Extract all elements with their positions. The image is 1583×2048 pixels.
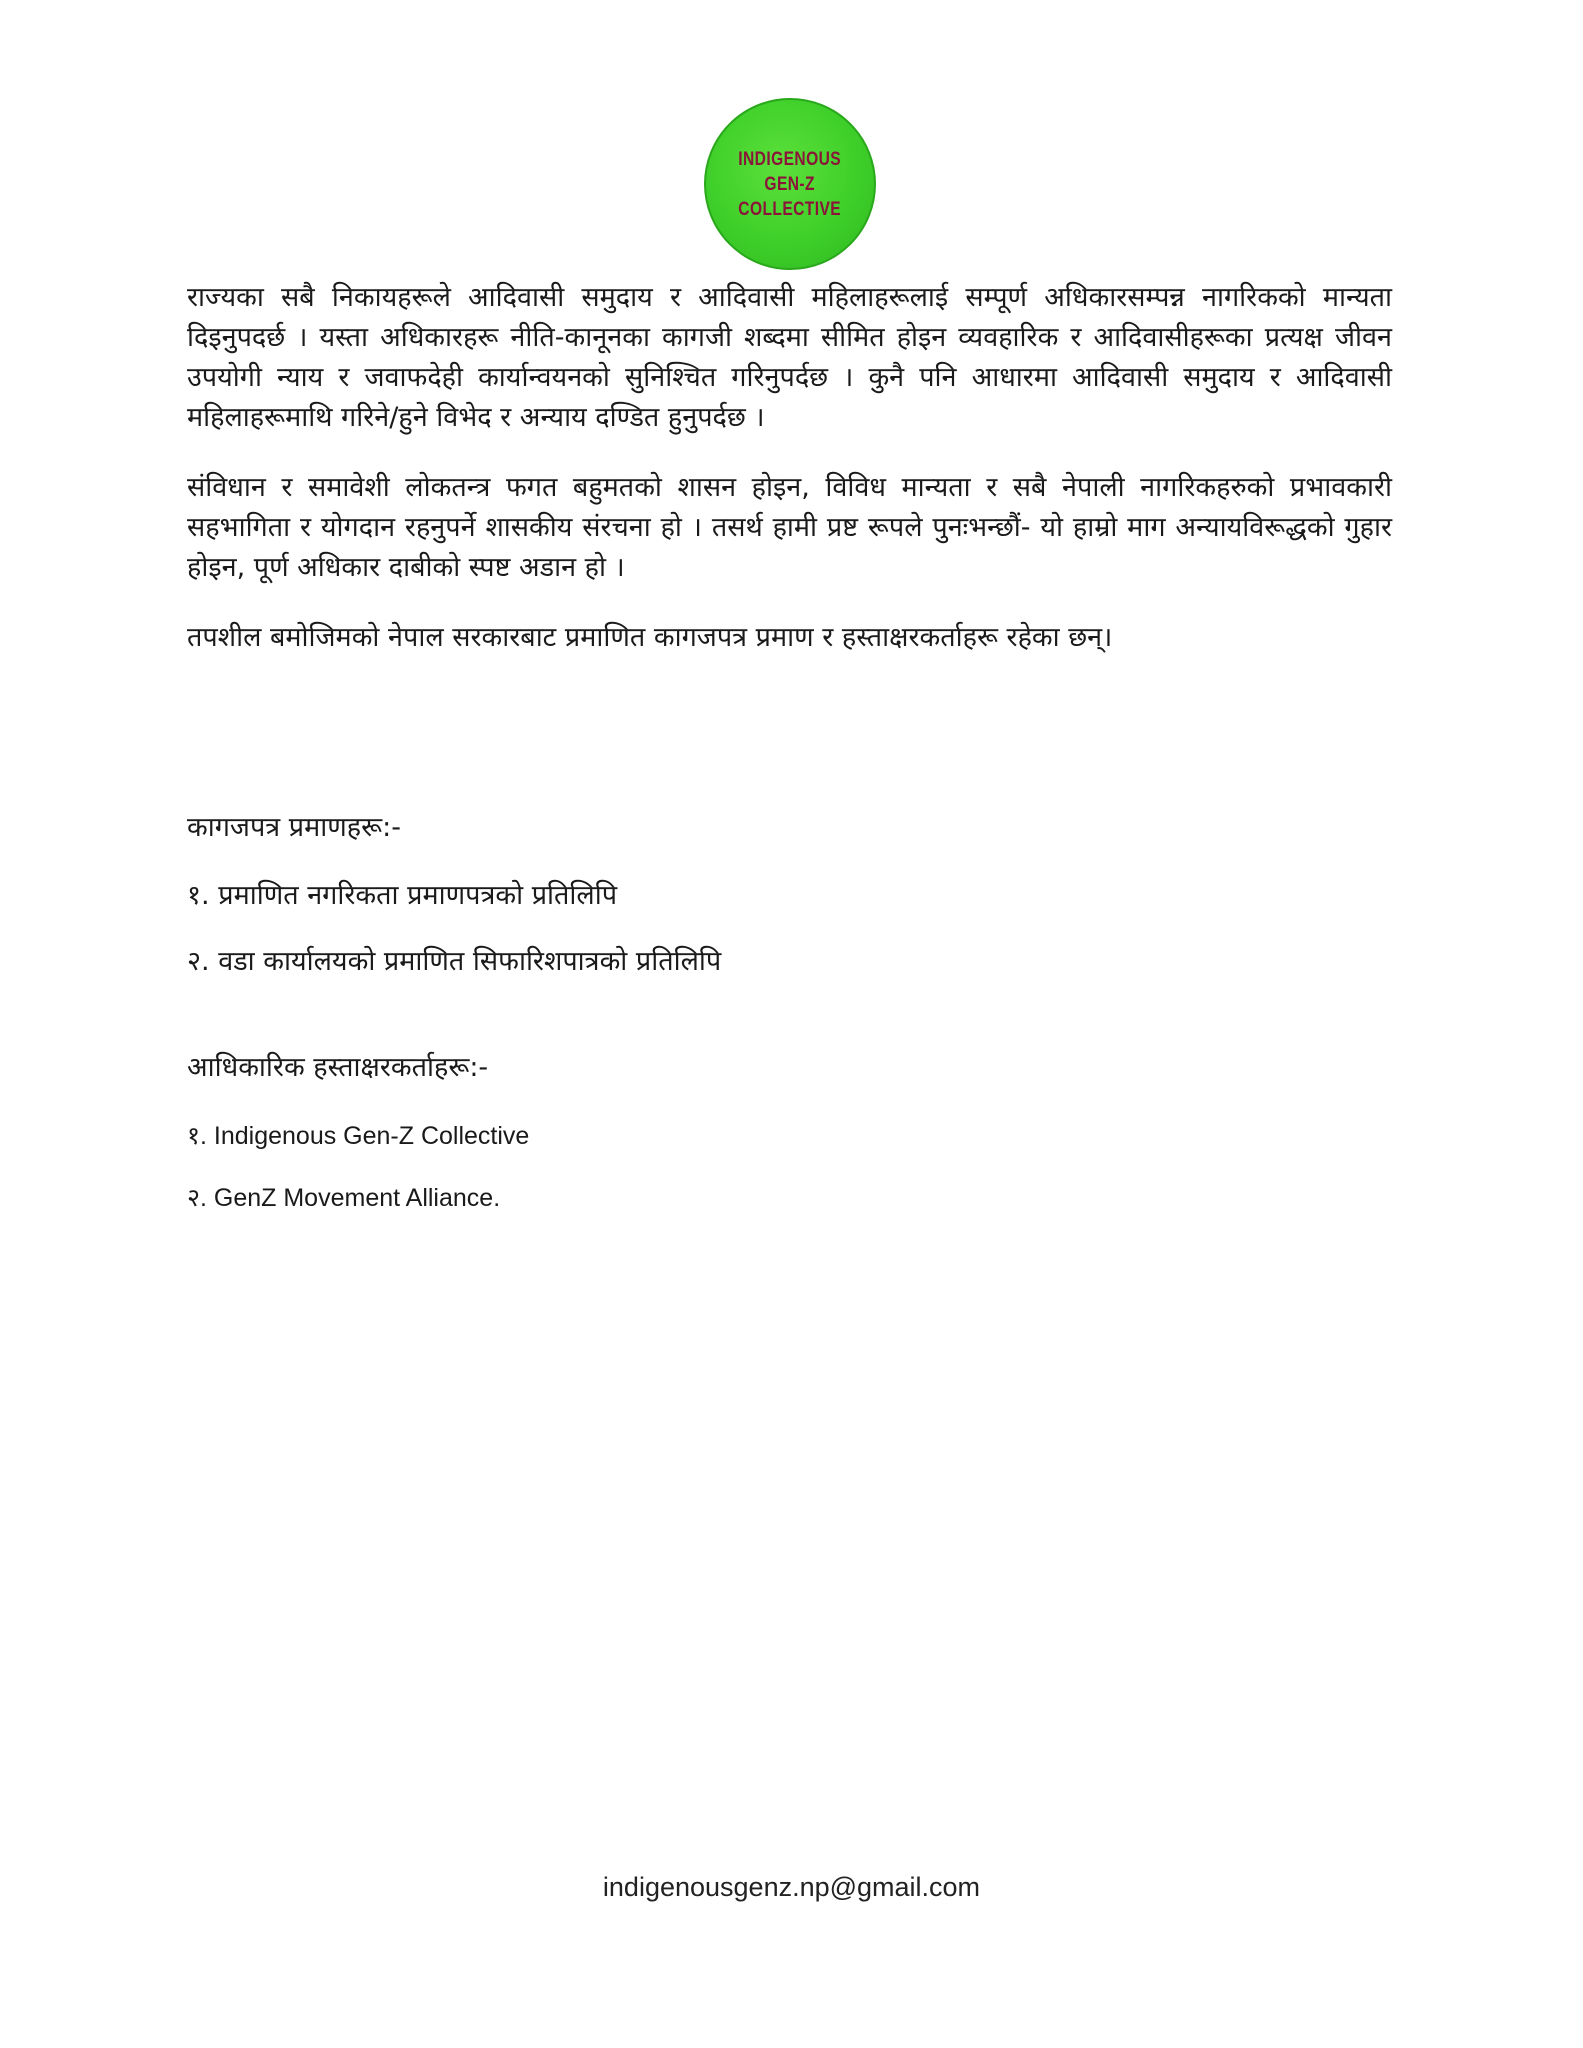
- document-item-2: २. वडा कार्यालयको प्रमाणित सिफारिशपात्रको प्रतिलिपि: [187, 946, 722, 977]
- signatories-heading: आधिकारिक हस्ताक्षरकर्ताहरू:-: [187, 1052, 489, 1083]
- document-item-1: १. प्रमाणित नगरिकता प्रमाणपत्रको प्रतिलिपि: [187, 880, 618, 911]
- signatory-item-2: २. GenZ Movement Alliance.: [187, 1184, 501, 1212]
- paragraph-1: राज्यका सबै निकायहरूले आदिवासी समुदाय र आदिवासी महिलाहरूलाई सम्पूर्ण अधिकारसम्पन्न नागरिकको मान्यता दिइनुपदर्छ । यस्ता अधिकारहरू नीति-कानूनका कागजी शब्दमा सीमित होइन व्यवहारिक र आदिवासीहरूका प्रत्यक्ष जीवन उपयोगी न्याय र जवाफदेही कार्यान्वयनको सुनिश्चित गरिनुपर्दछ । कुनै पनि आधारमा आदिवासी समुदाय र आदिवासी महिलाहरूमाथि गरिने/हुने विभेद र अन्याय दण्डित हुनुपर्दछ ।: [187, 282, 1392, 433]
- footer-email: indigenousgenz.np@gmail.com: [602, 1872, 981, 1902]
- documents-heading: कागजपत्र प्रमाणहरू:-: [187, 812, 401, 843]
- body-text: [187, 278, 1392, 658]
- collective-logo: [704, 98, 876, 270]
- logo-text: INDIGENOUS GEN-Z COLLECTIVE: [738, 148, 842, 220]
- paragraph-3: तपशील बमोजिमको नेपाल सरकारबाट प्रमाणित कागजपत्र प्रमाण र हस्ताक्षरकर्ताहरू रहेका छन्।: [187, 622, 1113, 653]
- signatory-item-1: १. Indigenous Gen-Z Collective: [187, 1122, 530, 1150]
- paragraph-2: संविधान र समावेशी लोकतन्त्र फगत बहुमतको शासन होइन, विविध मान्यता र सबै नेपाली नागरिकहरुको प्रभावकारी सहभागिता र योगदान रहनुपर्ने शासकीय संरचना हो । तसर्थ हामी प्रष्ट रूपले पुनःभन्छौं- यो हाम्रो माग अन्यायविरूद्धको गुहार होइन, पूर्ण अधिकार दाबीको स्पष्ट अडान हो ।: [187, 472, 1392, 583]
